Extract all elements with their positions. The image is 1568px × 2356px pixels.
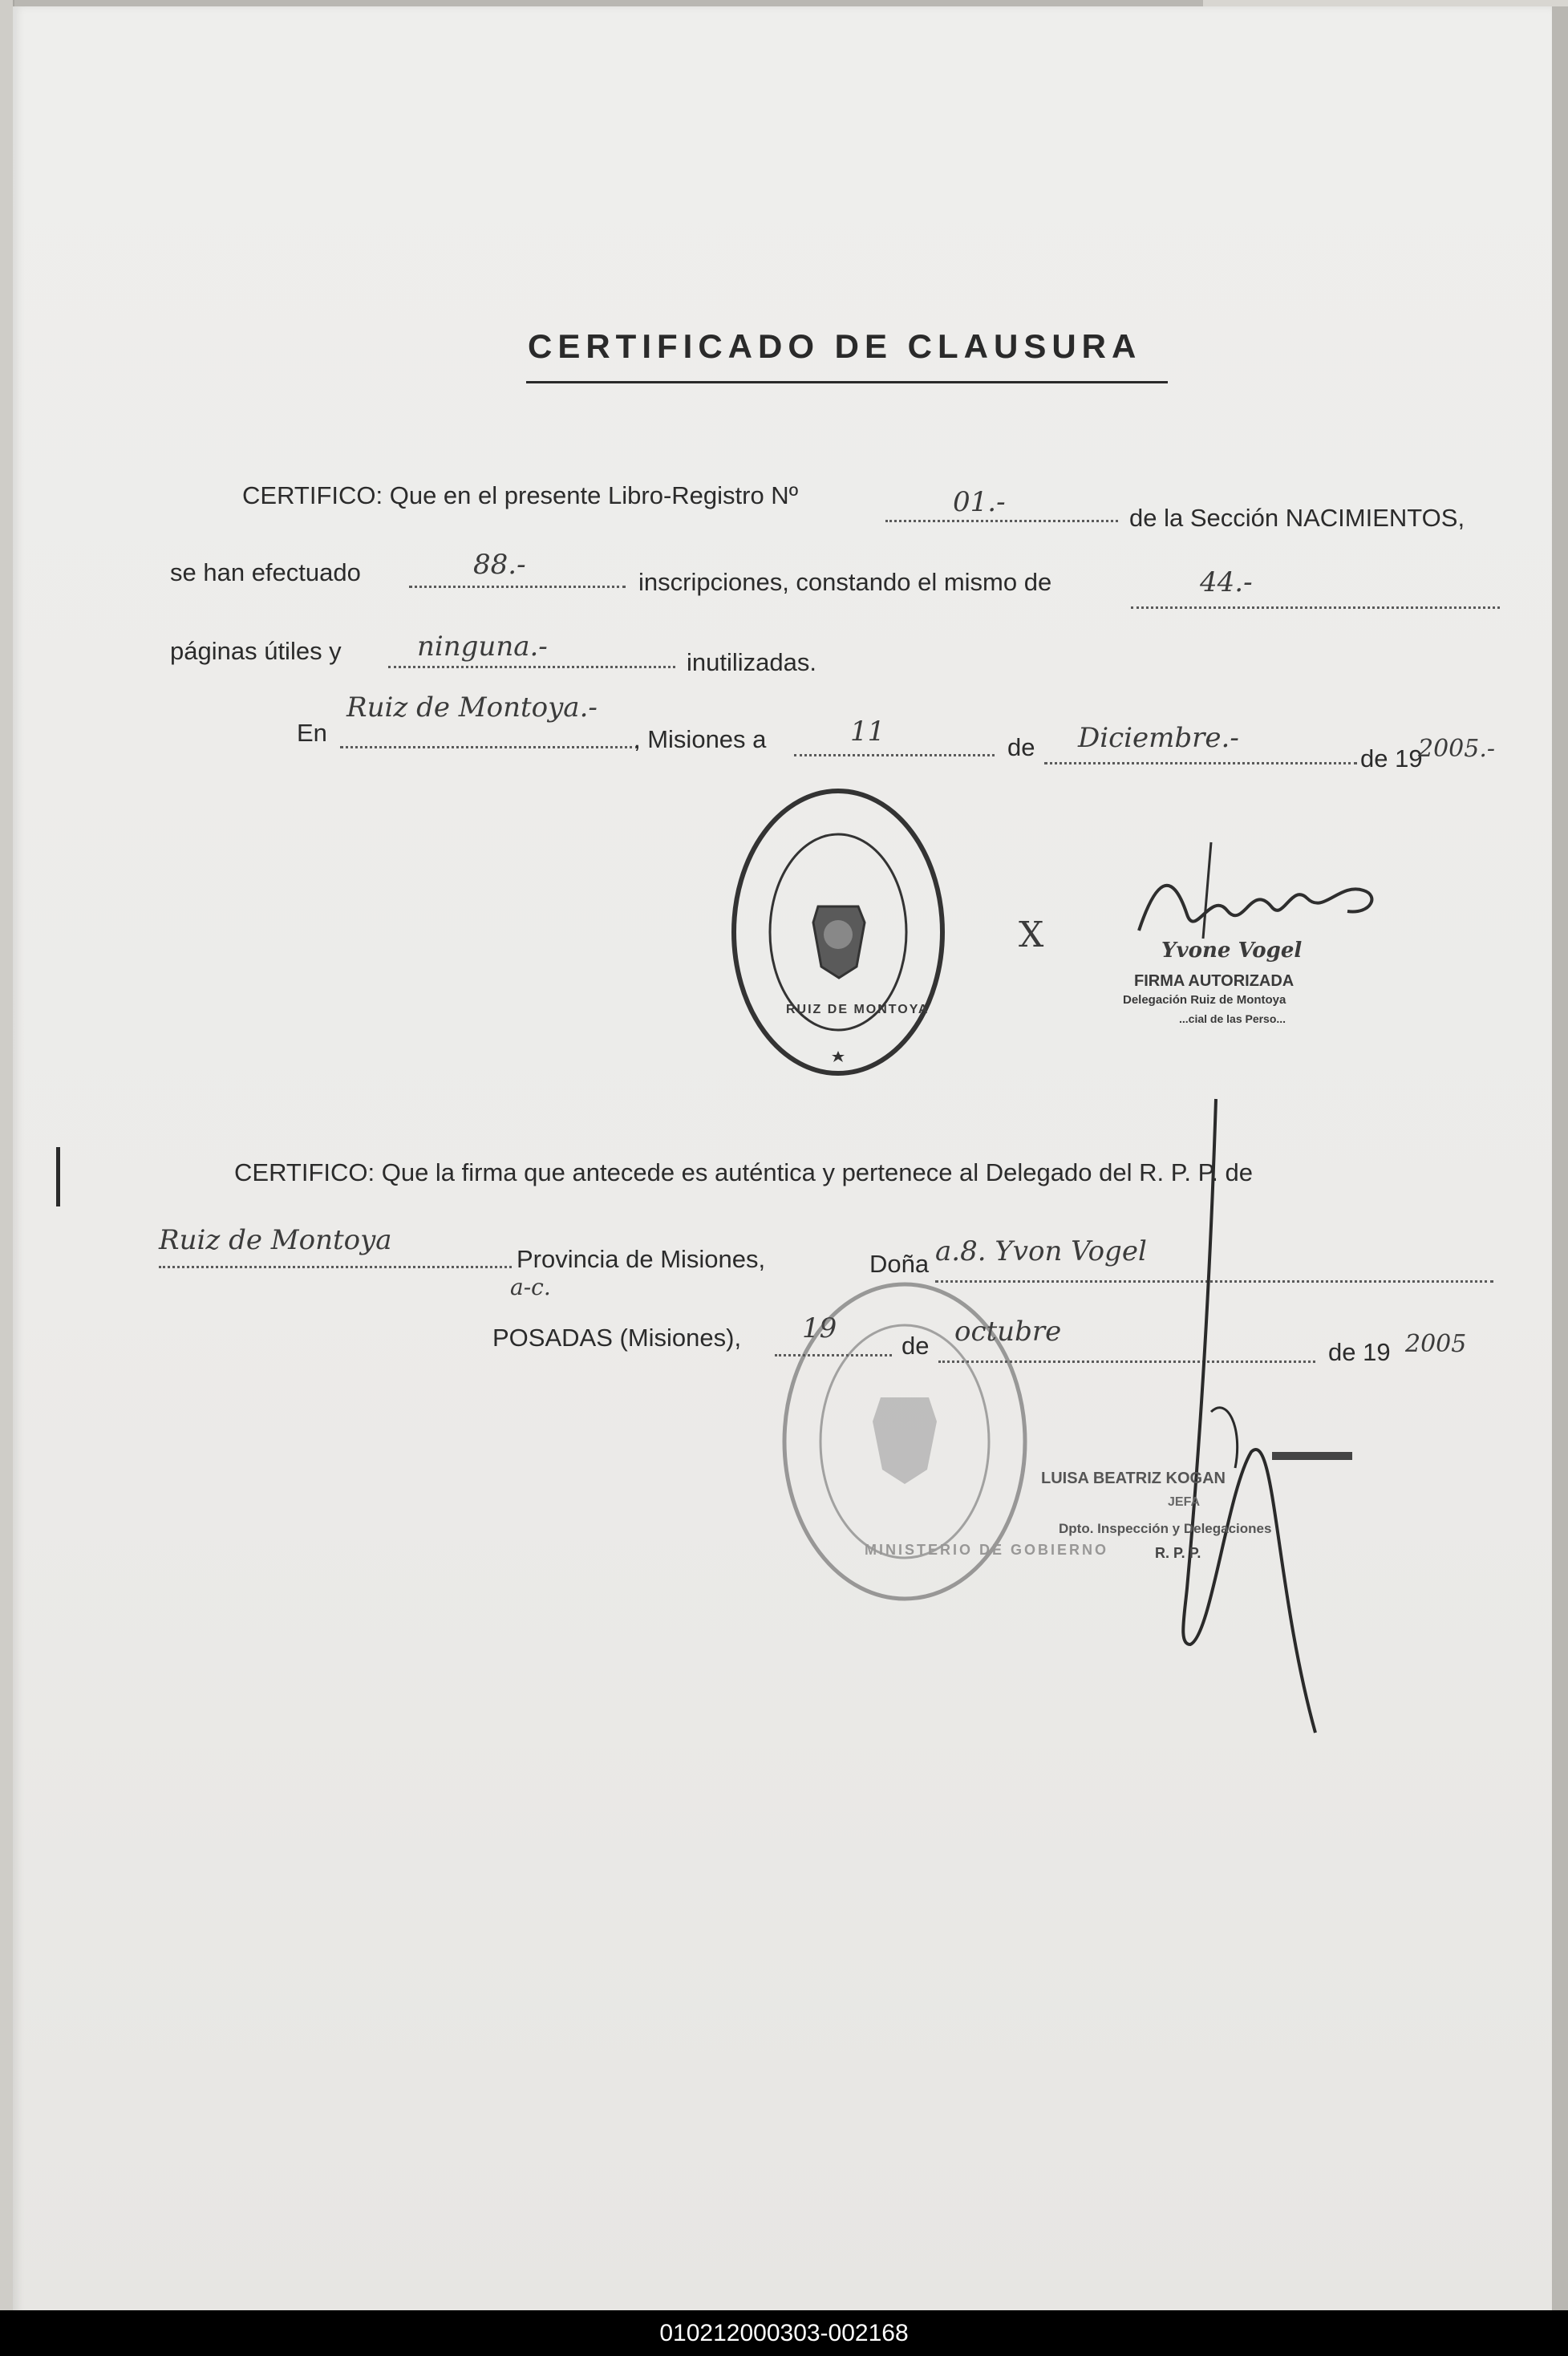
para2-line2-dona: Doña xyxy=(869,1250,930,1278)
cross-mark: X xyxy=(1019,914,1044,955)
signature-1-name: Yvone Vogel xyxy=(1161,939,1303,963)
signature-2-role: JEFA xyxy=(1168,1495,1201,1509)
margin-mark xyxy=(56,1147,60,1206)
para1-line1-end: de la Sección NACIMIENTOS, xyxy=(1129,504,1465,532)
hw-paginas: 44.- xyxy=(1200,566,1253,598)
dotted-line xyxy=(885,520,1118,522)
para2-line2-provincia: Provincia de Misiones, xyxy=(517,1245,766,1273)
stamp1-inner-text: RUIZ DE MONTOYA xyxy=(786,1003,930,1016)
signature-2-name: LUISA BEATRIZ KOGAN xyxy=(1041,1470,1226,1487)
dotted-line xyxy=(159,1266,512,1268)
hw-inutilizadas: ninguna.- xyxy=(417,631,548,663)
dotted-line xyxy=(1044,762,1357,764)
para1-line2-start: se han efectuado xyxy=(170,558,361,586)
hw-anio: 2005.- xyxy=(1418,735,1496,763)
para2-line3-posadas: POSADAS (Misiones), xyxy=(492,1324,742,1352)
hw-mes: Diciembre.- xyxy=(1078,722,1239,754)
page-top-edge xyxy=(1203,0,1568,6)
hw-dia-2: 19 xyxy=(802,1312,837,1344)
para2-line3-anio: de 19 xyxy=(1328,1338,1391,1366)
signature-2-scribble xyxy=(1155,1091,1347,1749)
stamp-underline-bar xyxy=(1272,1452,1352,1460)
dotted-line xyxy=(794,754,995,756)
dotted-line xyxy=(1131,606,1500,609)
para1-line4-misiones: , Misiones a xyxy=(634,725,767,753)
archive-id-footer: 010212000303-002168 xyxy=(0,2310,1568,2356)
para1-line3-end: inutilizadas. xyxy=(687,648,816,676)
hw-dia: 11 xyxy=(850,716,885,748)
signature-1-office-2: ...cial de las Perso... xyxy=(1179,1012,1286,1025)
stamp2-inner-text: MINISTERIO DE GOBIERNO xyxy=(865,1542,1109,1558)
hw-inscripciones: 88.- xyxy=(473,549,526,581)
hw-lugar: Ruiz de Montoya.- xyxy=(346,691,598,724)
para1-line4-anio: de 19 xyxy=(1360,744,1423,772)
title-underline xyxy=(526,381,1168,383)
para1-line2-mid: inscripciones, constando el mismo de xyxy=(638,568,1052,596)
signature-1-office: Delegación Ruiz de Montoya xyxy=(1123,993,1286,1007)
para1-line4-en: En xyxy=(297,719,327,747)
para1-line4-de: de xyxy=(1007,733,1035,761)
official-stamp-oval xyxy=(730,786,946,1079)
para2-line3-de: de xyxy=(901,1332,930,1360)
dotted-line xyxy=(409,586,626,588)
document-title: CERTIFICADO DE CLAUSURA xyxy=(528,327,1142,365)
hw-anio-2: 2005 xyxy=(1405,1330,1467,1358)
hw-sub: a-c. xyxy=(510,1274,551,1300)
hw-libro-number: 01.- xyxy=(953,486,1006,518)
signature-1-title: FIRMA AUTORIZADA xyxy=(1134,972,1295,990)
hw-nombre: a.8. Yvon Vogel xyxy=(935,1235,1147,1267)
signature-2-org: R. P. P. xyxy=(1155,1545,1201,1561)
para1-line3-start: páginas útiles y xyxy=(170,637,342,665)
hw-lugar-2: Ruiz de Montoya xyxy=(159,1224,392,1256)
para1-line1-start: CERTIFICO: Que en el presente Libro-Registro Nº xyxy=(242,481,799,509)
dotted-line xyxy=(388,666,675,668)
hw-mes-2: octubre xyxy=(954,1316,1062,1348)
dotted-line xyxy=(340,746,638,748)
para2-line1: CERTIFICO: Que la firma que antecede es auténtica y pertenece al Delegado del R. P. P. de xyxy=(234,1158,1254,1186)
ministry-stamp-round xyxy=(776,1277,1109,1606)
signature-2-dept: Dpto. Inspección y Delegaciones xyxy=(1059,1521,1272,1536)
